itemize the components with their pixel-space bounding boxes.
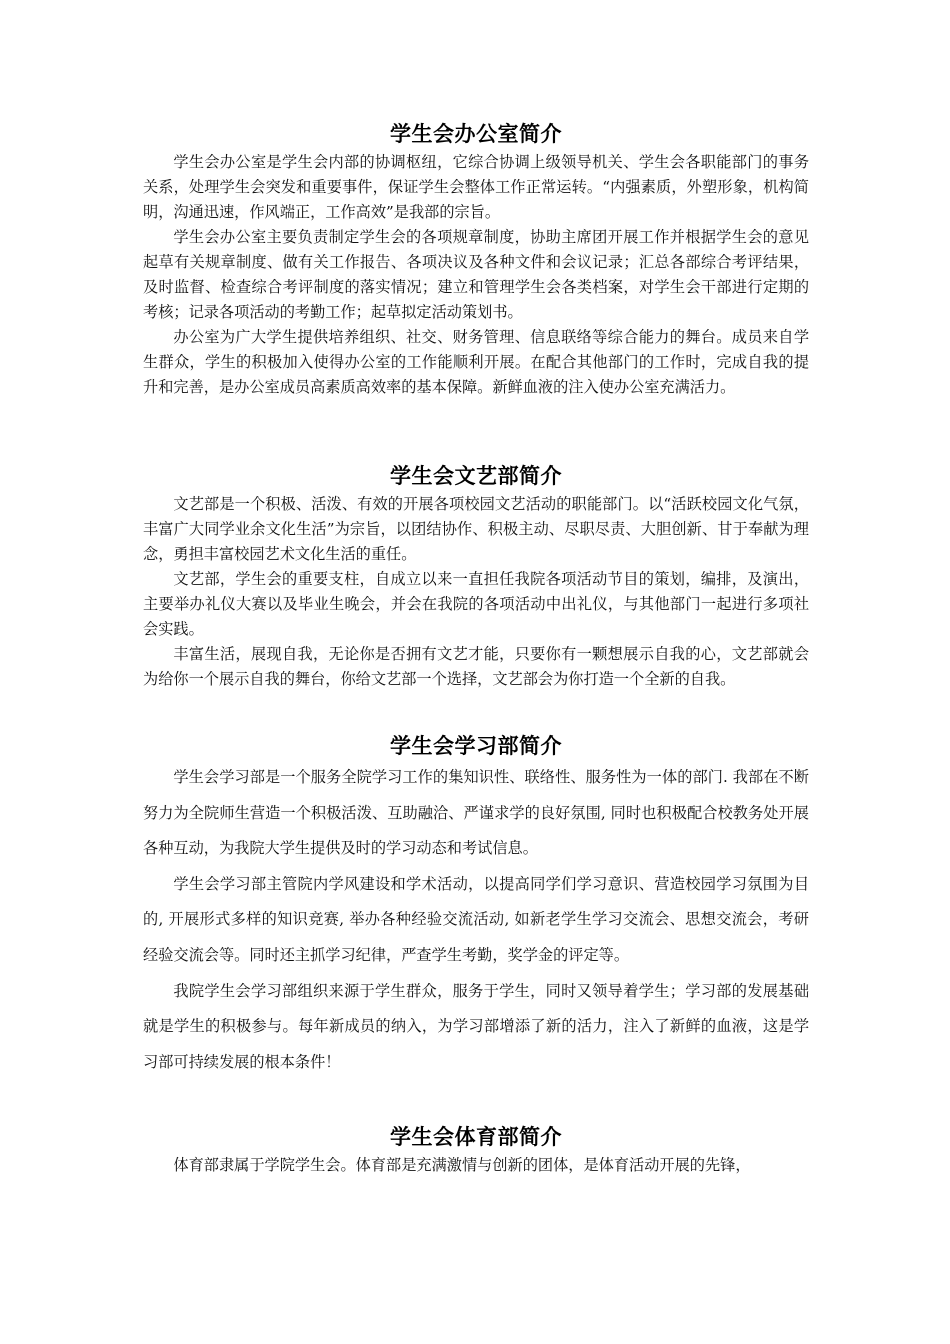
paragraph: 办公室为广大学生提供培养组织、社交、财务管理、信息联络等综合能力的舞台。成员来自学生群众，学生的积极加入使得办公室的工作能顺利开展。在配合其他部门的工作时，完成自我的提升和完善，是办公室成员高素质高效率的基本保障。新鲜血液的注入使办公室充满活力。 xyxy=(143,328,809,396)
paragraph: 学生会学习部主管院内学风建设和学术活动，以提高同学们学习意识、营造校园学习氛围为目的, 开展形式多样的知识竞赛, 举办各种经验交流活动, 如新老学生学习交流会、思想交流会，考研经验交流会等。同时还主抓学习纪律，严查学生考勤，奖学金的评定等。 xyxy=(143,874,809,964)
section-sports xyxy=(143,1123,809,1178)
section-arts xyxy=(143,462,809,692)
paragraph: 学生会办公室主要负责制定学生会的各项规章制度，协助主席团开展工作并根据学生会的意见起草有关规章制度、做有关工作报告、各项决议及各种文件和会议记录；汇总各部综合考评结果，及时监督、检查综合考评制度的落实情况；建立和管理学生会各类档案，对学生会干部进行定期的考核；记录各项活动的考勤工作；起草拟定活动策划书。 xyxy=(143,228,809,321)
paragraph: 文艺部是一个积极、活泼、有效的开展各项校园文艺活动的职能部门。以“活跃校园文化气氛，丰富广大同学业余文化生活”为宗旨，以团结协作、积极主动、尽职尽责、大胆创新、甘于奉献为理念，勇担丰富校园艺术文化生活的重任。 xyxy=(143,495,809,563)
paragraph: 丰富生活，展现自我，无论你是否拥有文艺才能，只要你有一颗想展示自我的心，文艺部就会为给你一个展示自我的舞台，你给文艺部一个选择，文艺部会为你打造一个全新的自我。 xyxy=(143,645,809,688)
paragraph: 体育部隶属于学院学生会。体育部是充满激情与创新的团体，是体育活动开展的先锋， xyxy=(173,1156,751,1174)
paragraph: 学生会办公室是学生会内部的协调枢纽，它综合协调上级领导机关、学生会各职能部门的事务关系，处理学生会突发和重要事件，保证学生会整体工作正常运转。“内强素质，外塑形象，机构简明，沟通迅速，作风端正，工作高效”是我部的宗旨。 xyxy=(143,153,809,221)
paragraph: 学生会学习部是一个服务全院学习工作的集知识性、联络性、服务性为一体的部门. 我部在不断努力为全院师生营造一个积极活泼、互助融洽、严谨求学的良好氛围, 同时也积极配合校教务处开展各种互动，为我院大学生提供及时的学习动态和考试信息。 xyxy=(143,768,809,858)
section-study xyxy=(143,732,809,1080)
section-title: 学生会文艺部简介 xyxy=(390,463,562,488)
paragraph: 文艺部，学生会的重要支柱，自成立以来一直担任我院各项活动节目的策划，编排，及演出，主要举办礼仪大赛以及毕业生晚会，并会在我院的各项活动中出礼仪，与其他部门一起进行多项社会实践。 xyxy=(143,570,809,638)
paragraph: 我院学生会学习部组织来源于学生群众，服务于学生，同时又领导着学生；学习部的发展基础就是学生的积极参与。每年新成员的纳入，为学习部增添了新的活力，注入了新鲜的血液，这是学习部可持续发展的根本条件！ xyxy=(143,981,809,1071)
section-title: 学生会体育部简介 xyxy=(390,1124,562,1149)
section-title: 学生会学习部简介 xyxy=(390,733,562,758)
section-title: 学生会办公室简介 xyxy=(390,121,562,146)
section-office xyxy=(143,120,809,400)
